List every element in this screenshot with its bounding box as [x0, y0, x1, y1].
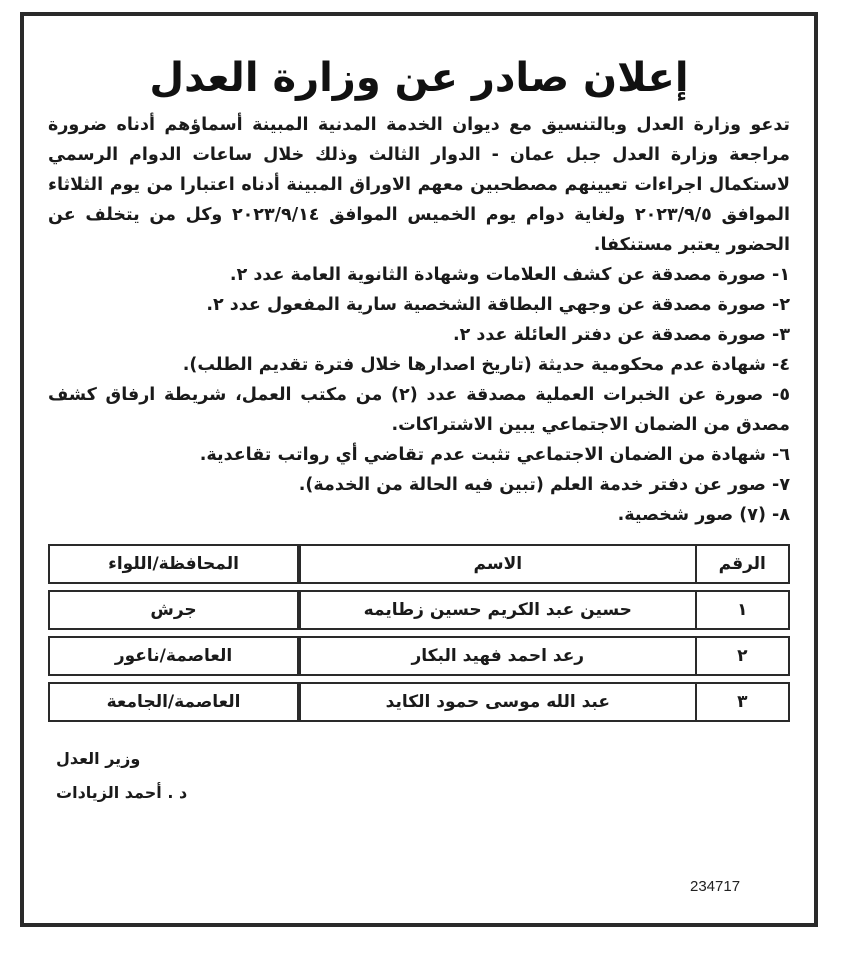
table-row	[48, 682, 790, 722]
requirements-list	[48, 260, 790, 530]
requirement-item: ٣- صورة مصدقة عن دفتر العائلة عدد ٢.	[452, 325, 790, 345]
row-number: ١	[697, 590, 790, 630]
table-row	[48, 590, 790, 630]
row-name: عبد الله موسى حمود الكايد	[299, 682, 696, 722]
announcement-frame	[20, 12, 818, 927]
header-name: الاسم	[299, 544, 696, 584]
appointees-table	[48, 538, 790, 728]
table-header-row	[48, 544, 790, 584]
requirement-item: ٤- شهادة عدم محكومية حديثة (تاريخ اصدارها خلال فترة تقديم الطلب).	[182, 355, 790, 375]
announcement-intro: تدعو وزارة العدل وبالتنسيق مع ديوان الخدمة المدنية المبينة أسماؤهم أدناه ضرورة مراجعة وزارة العدل جبل عمان - الدوار الثالث وذلك خلال ساعات الدوام الرسمي لاستكمال اجراءات تعيينهم مصطحبين معهم الاوراق المبينة أدناه اعتبارا من يوم الثلاثاء الموافق ٢٠٢٣/٩/٥ ولغاية دوام يوم الخميس الموافق ٢٠٢٣/٩/١٤ وكل من يتخلف عن الحضور يعتبر مستنكفا.	[48, 115, 790, 255]
requirement-item: ٨- (٧) صور شخصية.	[617, 505, 790, 525]
announcement-body	[48, 50, 790, 810]
header-governorate: المحافظة/اللواء	[48, 544, 299, 584]
reference-number: 234717	[690, 878, 741, 895]
row-name: حسين عبد الكريم حسين زطايمه	[299, 590, 696, 630]
requirement-item: ٥- صورة عن الخبرات العملية مصدقة عدد (٢) من مكتب العمل، شريطة ارفاق كشف مصدق من الضمان الاجتماعي يبين الاشتراكات.	[48, 385, 791, 435]
row-number: ٣	[697, 682, 790, 722]
row-governorate: العاصمة/ناعور	[48, 636, 299, 676]
row-governorate: العاصمة/الجامعة	[48, 682, 299, 722]
header-number: الرقم	[697, 544, 790, 584]
signature-block	[48, 742, 790, 810]
requirement-item: ١- صورة مصدقة عن كشف العلامات وشهادة الثانوية العامة عدد ٢.	[229, 265, 790, 285]
signature-position: وزير العدل	[56, 749, 141, 768]
table-row	[48, 636, 790, 676]
row-number: ٢	[697, 636, 790, 676]
row-name: رعد احمد فهيد البكار	[299, 636, 696, 676]
requirement-item: ٦- شهادة من الضمان الاجتماعي تثبت عدم تقاضي أي رواتب تقاعدية.	[199, 445, 790, 465]
requirement-item: ٢- صورة مصدقة عن وجهي البطاقة الشخصية سارية المفعول عدد ٢.	[206, 295, 790, 315]
requirement-item: ٧- صور عن دفتر خدمة العلم (تبين فيه الحالة من الخدمة).	[298, 475, 790, 495]
signature-name: د . أحمد الزيادات	[56, 783, 188, 802]
row-governorate: جرش	[48, 590, 299, 630]
announcement-title: إعلان صادر عن وزارة العدل	[149, 55, 689, 101]
